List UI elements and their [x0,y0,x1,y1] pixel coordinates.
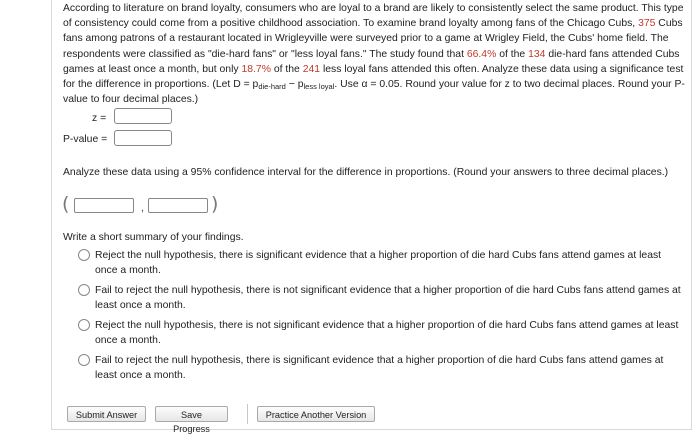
radio-option-1[interactable] [78,249,90,261]
option-3[interactable] [78,318,683,348]
option-4[interactable] [78,353,683,383]
problem-text-6: less loyal fans attended this often. Analyze these data using a significance test for the difference in proportions. (Let D = p [63,63,684,91]
problem-text-4: die-hard fans attended Cubs games at least once a month, but only [63,48,680,75]
radio-option-4[interactable] [78,354,90,366]
ci-open-paren: ( [62,193,70,215]
option-4-text: Fail to reject the null hypothesis, there is significant evidence that a higher proportion of die hard Cubs fans attend games at least once a month. [95,355,664,382]
save-progress-button[interactable]: Save Progress [155,406,228,422]
pvalue-input[interactable] [114,130,172,146]
z-label: z = [92,113,107,124]
less-loyal-count: 241 [302,63,321,75]
pvalue-label: P-value = [63,134,108,145]
problem-text-3: of the [496,48,529,60]
total-count: 375 [638,18,656,30]
option-3-text: Reject the null hypothesis, there is not significant evidence that a higher proportion of die hard Cubs fans attend games at least once a month. [95,320,679,347]
option-2[interactable] [78,283,683,313]
radio-option-2[interactable] [78,284,90,296]
die-hard-count: 134 [528,48,546,60]
ci-upper-input[interactable] [148,198,208,213]
question-2: Analyze these data using a 95% confidence interval for the difference in proportions. (Round your answers to three decimal places.) [63,167,669,178]
option-1[interactable] [78,248,683,278]
die-hard-percent: 66.4% [466,48,497,60]
problem-text-2: Cubs fans among patrons of a restaurant located in Wrigleyville were surveyed prior to a game at Wrigley Field, the Cubs' home field. The respondents were classified as "die-hard fans" or "less loyal fans." The study found that [63,18,683,60]
button-divider [247,404,248,424]
ci-lower-input[interactable] [74,198,134,213]
practice-another-version-button[interactable]: Practice Another Version [257,406,375,422]
ci-comma: , [141,202,145,214]
z-input[interactable] [114,108,172,124]
problem-text-7: . Use α = 0.05. Round your value for z to two decimal places. Round your P-value to four decimal places.) [63,79,685,106]
subscript-less-loyal: less loyal [303,82,335,92]
option-1-text: Reject the null hypothesis, there is significant evidence that a higher proportion of die hard Cubs fans attend games at least once a month. [95,250,662,277]
submit-answer-button[interactable]: Submit Answer [67,406,146,422]
summary-label: Write a short summary of your findings. [63,232,244,243]
minus-sign: − p [285,79,304,91]
radio-option-3[interactable] [78,319,90,331]
ci-close-paren: ) [211,193,219,215]
problem-text-5: of the [270,63,303,75]
problem-text-1: According to literature on brand loyalty, consumers who are loyal to a brand are likely to consistently select the same product. This type of consistency could come from a positive childhood association. To examine brand loyalty among fans of the Chicago Cubs, [63,3,684,30]
problem-statement [63,1,688,107]
subscript-die-hard: die-hard [258,82,286,92]
less-loyal-percent: 18.7% [241,63,271,75]
option-2-text: Fail to reject the null hypothesis, there is not significant evidence that a higher proportion of die hard Cubs fans attend games at least once a month. [95,285,681,312]
